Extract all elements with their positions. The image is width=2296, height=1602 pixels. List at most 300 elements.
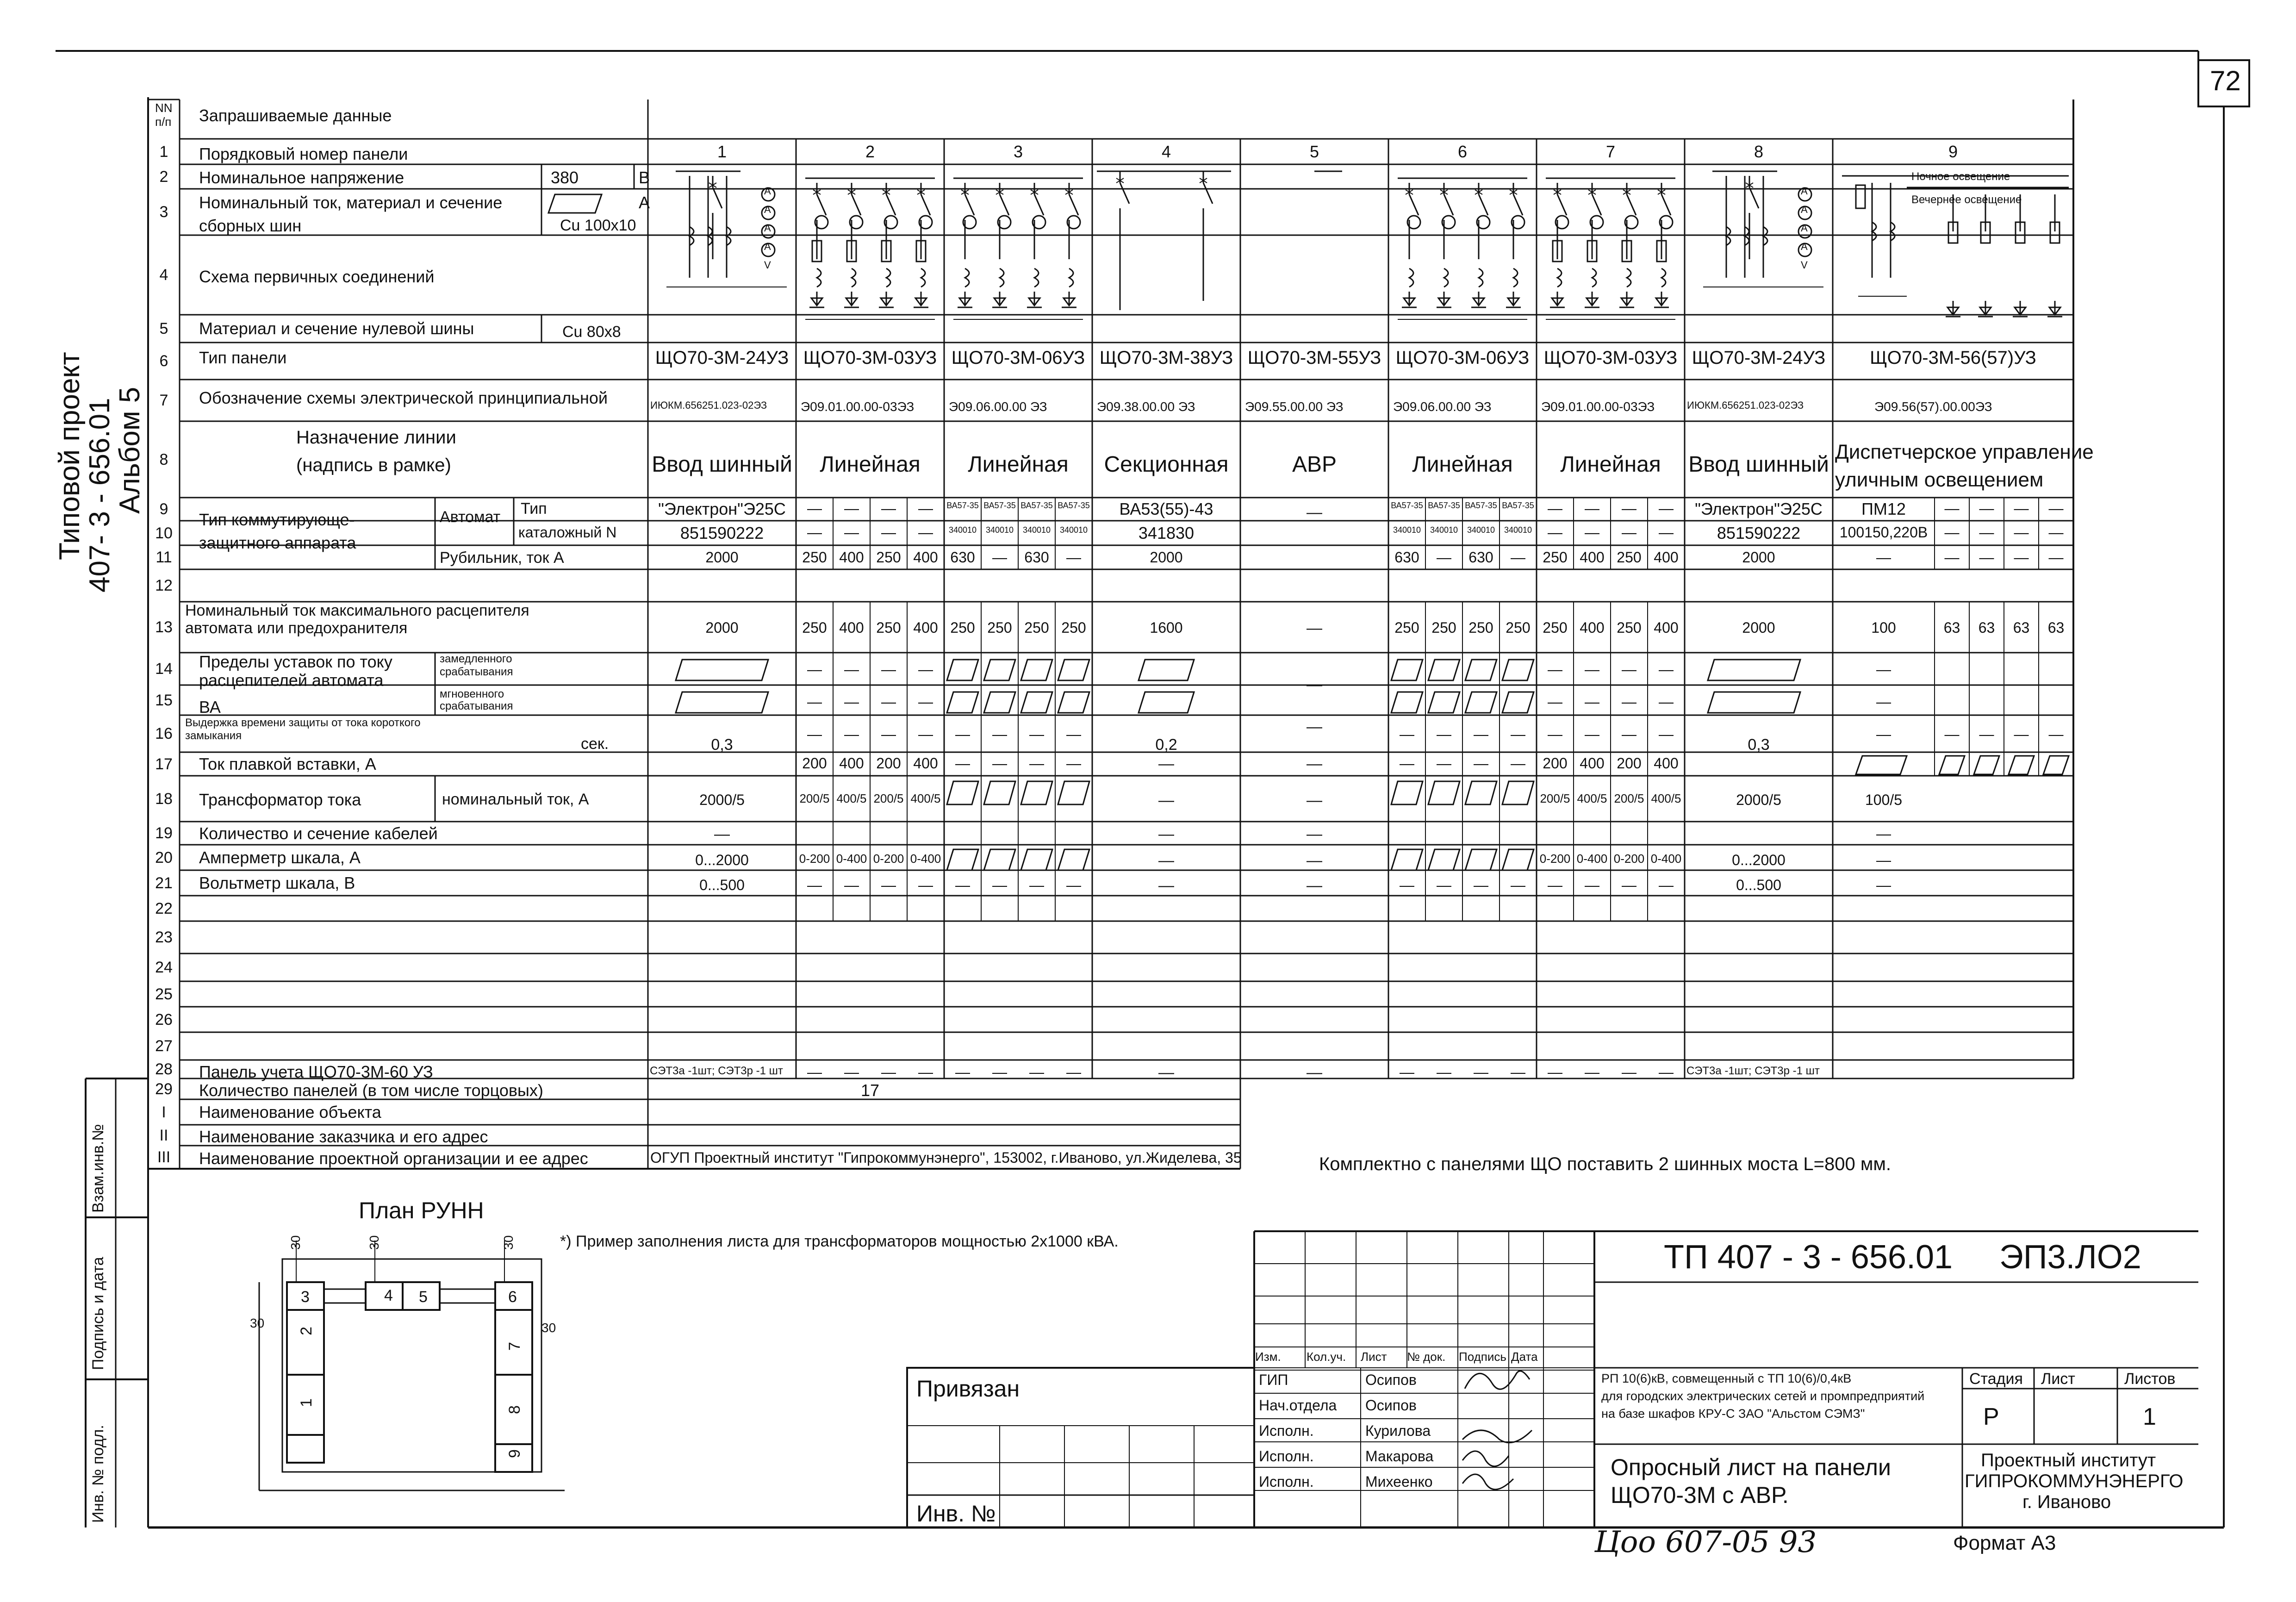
sub-value: 200 bbox=[802, 755, 827, 772]
stage-label: Листов bbox=[2124, 1370, 2176, 1388]
switch-blade bbox=[886, 194, 896, 215]
plan-cell bbox=[287, 1310, 324, 1375]
sub-value: — bbox=[1622, 693, 1636, 710]
sub-value: — bbox=[1548, 1064, 1562, 1080]
blank-field bbox=[1391, 781, 1423, 804]
ct-ratio: 100/5 bbox=[1865, 792, 1903, 808]
sub-value: — bbox=[807, 524, 822, 541]
blank-field bbox=[1391, 692, 1423, 713]
dash: — bbox=[1979, 524, 1994, 541]
sub-label: Автомат bbox=[440, 508, 501, 526]
sub-value: — bbox=[955, 755, 970, 772]
sub-value: 400 bbox=[1580, 549, 1605, 566]
sub-value: — bbox=[918, 693, 933, 710]
side-label-vzam: Взам.инв.№ bbox=[89, 1124, 107, 1213]
plan-dimension: 30 bbox=[250, 1316, 265, 1330]
auto-type: "Электрон"Э25С bbox=[1695, 499, 1823, 518]
sub-value: 250 bbox=[1543, 619, 1568, 636]
blank-field bbox=[947, 849, 978, 870]
blank-field bbox=[1856, 756, 1907, 774]
meter-letter: A bbox=[764, 185, 771, 197]
sub-value: — bbox=[1474, 726, 1488, 742]
person-name: Михеенко bbox=[1365, 1473, 1433, 1490]
sub-value: — bbox=[1511, 755, 1525, 772]
row-number: 27 bbox=[155, 1037, 173, 1055]
voltage-value: 380 bbox=[551, 168, 579, 187]
panel-number: 4 bbox=[1161, 142, 1171, 161]
header-nn: NN bbox=[155, 101, 173, 115]
design-description: РП 10(6)кВ, совмещенный с ТП 10(6)/0,4кВ bbox=[1601, 1371, 1852, 1385]
meter-letter: A bbox=[764, 204, 771, 215]
org-name: г. Иваново bbox=[2022, 1492, 2111, 1512]
meter-letter: A bbox=[764, 241, 771, 252]
current-transformer bbox=[921, 268, 925, 287]
sub-value: 400 bbox=[913, 755, 938, 772]
line-purpose: Линейная bbox=[968, 452, 1069, 477]
sub-value: — bbox=[1474, 755, 1488, 772]
dash: — bbox=[1876, 661, 1891, 678]
row-number: 13 bbox=[155, 618, 173, 636]
design-description: на базе шкафов КРУ-С ЗАО "Альстом СЭМЗ" bbox=[1601, 1407, 1865, 1421]
sub-value: 340010 bbox=[1393, 525, 1421, 535]
evening-lighting-label: Вечернее освещение bbox=[1911, 193, 2022, 206]
row-number: 20 bbox=[155, 848, 173, 866]
sub-value: — bbox=[918, 726, 933, 742]
ct-ratio: 2000/5 bbox=[699, 792, 745, 808]
side-label-inv: Инв. № подл. bbox=[89, 1425, 107, 1523]
sub-value: — bbox=[1474, 1064, 1488, 1080]
sub-value: — bbox=[1548, 661, 1562, 678]
ammeter-scale: 0...2000 bbox=[695, 852, 749, 868]
row-number: 7 bbox=[159, 392, 168, 409]
dash: — bbox=[1158, 877, 1174, 894]
meter-letter: A bbox=[764, 222, 771, 234]
blank-field bbox=[1502, 692, 1534, 713]
plan-cell bbox=[287, 1435, 324, 1463]
blank-field bbox=[1502, 660, 1534, 680]
sub-value: 200/5 bbox=[799, 792, 830, 805]
person-name: Курилова bbox=[1365, 1422, 1431, 1439]
meter-letter: A bbox=[1801, 204, 1808, 215]
sub-value: — bbox=[1585, 524, 1599, 541]
side-title-3: Альбом 5 bbox=[114, 386, 146, 514]
night-lighting-label: Ночное освещение bbox=[1911, 170, 2010, 183]
row-label: Панель учета ЩО70-3М-60 УЗ bbox=[199, 1062, 433, 1081]
dash: — bbox=[1876, 877, 1891, 893]
scheme-designation: Э09.55.00.00 ЭЗ bbox=[1245, 399, 1344, 414]
switch-blade bbox=[1592, 194, 1601, 215]
sub-value: 340010 bbox=[1430, 525, 1458, 535]
blank-field bbox=[1139, 692, 1194, 713]
sub-value: 200/5 bbox=[1540, 792, 1570, 805]
plan-dimension: 30 bbox=[288, 1235, 303, 1250]
row-number: 17 bbox=[155, 755, 173, 773]
blank-field bbox=[1058, 781, 1089, 804]
dash: — bbox=[1876, 852, 1891, 868]
sub-value: — bbox=[844, 524, 859, 541]
row-label: (надпись в рамке) bbox=[296, 455, 451, 475]
sub-label: каталожный N bbox=[518, 524, 617, 541]
sub-value: 0-400 bbox=[910, 852, 941, 866]
sub-value: — bbox=[1659, 1064, 1674, 1080]
dash: — bbox=[1307, 1064, 1322, 1081]
current-transformer bbox=[817, 268, 821, 287]
line-purpose: Диспетчерское управление bbox=[1835, 441, 2094, 463]
dash: — bbox=[2014, 500, 2029, 517]
row-label: Трансформатор тока bbox=[199, 790, 361, 809]
current-transformer bbox=[1592, 268, 1596, 287]
sub-value: — bbox=[1511, 1064, 1525, 1080]
sub-value: 250 bbox=[987, 619, 1012, 636]
panel-number: 2 bbox=[865, 142, 875, 161]
row-number: 29 bbox=[155, 1080, 173, 1098]
line-purpose: Ввод шинный bbox=[652, 452, 792, 477]
sub-value: — bbox=[844, 877, 859, 893]
dash: — bbox=[1158, 792, 1174, 809]
sub-value: — bbox=[1622, 1064, 1636, 1080]
auto-type: ВА53(55)-43 bbox=[1119, 499, 1213, 518]
sub-value: 340010 bbox=[1059, 525, 1088, 535]
max-current: 63 bbox=[1943, 619, 1960, 636]
sheet-title: ЩО70-3М с АВР. bbox=[1611, 1482, 1789, 1508]
line-purpose: Линейная bbox=[820, 452, 921, 477]
panel-type: ЩО70-3М-55УЗ bbox=[1247, 348, 1381, 368]
meter-letter: A bbox=[1801, 222, 1808, 234]
catalog-number: 851590222 bbox=[680, 524, 764, 542]
delay-value: 0,3 bbox=[1748, 736, 1770, 754]
sub-label: мгновенного bbox=[440, 688, 504, 700]
row-label: расцепителей автомата bbox=[199, 671, 384, 690]
blank-field bbox=[1021, 660, 1052, 680]
dash: — bbox=[1307, 825, 1322, 843]
sub-value: — bbox=[1437, 755, 1451, 772]
sub-value: 250 bbox=[876, 549, 901, 566]
plan-cell-number: 5 bbox=[419, 1288, 428, 1306]
row-label: Ток плавкой вставки, А bbox=[199, 754, 376, 773]
dash: — bbox=[2014, 726, 2029, 742]
row-label: замыкания bbox=[185, 729, 242, 742]
panel-number: 9 bbox=[1948, 142, 1958, 161]
sub-value: — bbox=[1066, 755, 1081, 772]
sub-value: 400/5 bbox=[836, 792, 867, 805]
sub-label: замедленного bbox=[440, 653, 512, 665]
sub-value: 200/5 bbox=[1614, 792, 1644, 805]
sub-value: 250 bbox=[1024, 619, 1049, 636]
sub-value: 630 bbox=[1024, 549, 1049, 566]
plan-dimension: 30 bbox=[367, 1235, 381, 1250]
sub-value: 400 bbox=[1654, 549, 1679, 566]
person-name: Макарова bbox=[1365, 1448, 1434, 1465]
row-label: Номинальный ток максимального расцепителя bbox=[185, 602, 529, 619]
sub-value: — bbox=[1400, 755, 1414, 772]
sub-value: — bbox=[1511, 877, 1525, 893]
sub-value: — bbox=[1474, 877, 1488, 893]
sub-value: — bbox=[918, 1064, 933, 1080]
sub-value: ВА57-35 bbox=[1391, 501, 1423, 510]
row-label: Наименование объекта bbox=[199, 1103, 381, 1122]
sub-value: 400 bbox=[1580, 755, 1605, 772]
sub-value: ВА57-35 bbox=[983, 501, 1016, 510]
max-current: 2000 bbox=[1742, 619, 1775, 636]
row-label: Обозначение схемы электрической принципиальной bbox=[199, 388, 608, 407]
dash: — bbox=[1307, 852, 1322, 869]
row-label: Наименование проектной организации и ее адрес bbox=[199, 1149, 588, 1168]
sub-value: — bbox=[844, 693, 859, 710]
project-code: ТП 407 - 3 - 656.01 bbox=[1664, 1239, 1953, 1276]
sub-value: — bbox=[992, 726, 1007, 742]
scheme-designation: Э09.01.00.00-03ЭЗ bbox=[1541, 399, 1655, 414]
dash: — bbox=[1307, 877, 1322, 894]
dash: — bbox=[1158, 1064, 1174, 1081]
sub-value: — bbox=[1622, 500, 1636, 517]
sub-value: — bbox=[1066, 549, 1081, 566]
sheet-code: ЭП3.ЛО2 bbox=[1999, 1239, 2141, 1276]
dash: — bbox=[1979, 726, 1994, 742]
row-number: 2 bbox=[159, 168, 168, 186]
blank-field bbox=[1391, 849, 1423, 870]
blank-field bbox=[984, 781, 1015, 804]
current-transformer bbox=[1479, 268, 1483, 287]
current-transformer bbox=[1409, 268, 1413, 287]
panel-type: ЩО70-3М-06УЗ bbox=[951, 348, 1085, 368]
max-current: 100 bbox=[1871, 619, 1896, 636]
sub-value: 340010 bbox=[1467, 525, 1495, 535]
switch-blade bbox=[852, 194, 861, 215]
sub-value: 340010 bbox=[1022, 525, 1051, 535]
sub-value: — bbox=[1548, 693, 1562, 710]
org-name: ГИПРОКОММУНЭНЕРГО bbox=[1965, 1471, 2184, 1491]
delay-value: 0,3 bbox=[711, 736, 733, 754]
scheme-designation: Э09.06.00.00 ЭЗ bbox=[949, 399, 1047, 414]
row-number: 21 bbox=[155, 874, 173, 892]
dash: — bbox=[1876, 825, 1891, 842]
sub-value: — bbox=[992, 755, 1007, 772]
sub-value: 400 bbox=[1654, 619, 1679, 636]
dash: — bbox=[1307, 792, 1322, 809]
sub-value: — bbox=[918, 524, 933, 541]
dash: — bbox=[1876, 549, 1891, 566]
sub-value: ВА57-35 bbox=[946, 501, 979, 510]
busbar-value: Cu 100x10 bbox=[560, 217, 636, 234]
row-number: 8 bbox=[159, 450, 168, 468]
row-label: Амперметр шкала, А bbox=[199, 848, 361, 867]
row-label: Наименование заказчика и его адрес bbox=[199, 1127, 488, 1146]
current-transformer bbox=[1661, 268, 1666, 287]
switch-blade bbox=[817, 194, 826, 215]
blank-field bbox=[947, 781, 978, 804]
row-number: III bbox=[157, 1148, 171, 1166]
sub-value: — bbox=[992, 549, 1007, 566]
handwritten-number: Цоо 607-05 93 bbox=[1594, 1525, 1817, 1559]
blank-field bbox=[984, 660, 1015, 680]
sub-value: — bbox=[881, 877, 896, 893]
switch-blade bbox=[1444, 194, 1453, 215]
plan-cell-number: 7 bbox=[506, 1342, 523, 1351]
switch-blade bbox=[1000, 194, 1009, 215]
switch-blade bbox=[1479, 194, 1488, 215]
dash: — bbox=[1158, 755, 1174, 773]
current-transformer bbox=[1557, 268, 1562, 287]
sub-value: — bbox=[1400, 726, 1414, 742]
sub-value: 250 bbox=[876, 619, 901, 636]
sub-value: ВА57-35 bbox=[1020, 501, 1053, 510]
sub-value: — bbox=[844, 500, 859, 517]
stamp-column-header: Подпись bbox=[1459, 1350, 1506, 1364]
sub-value: 250 bbox=[802, 549, 827, 566]
blank-field bbox=[984, 849, 1015, 870]
sub-value: — bbox=[1548, 726, 1562, 742]
plan-cell-number: 4 bbox=[384, 1287, 393, 1304]
row-number: II bbox=[159, 1126, 168, 1144]
row-label: Материал и сечение нулевой шины bbox=[199, 319, 474, 338]
row-label: автомата или предохранителя bbox=[185, 619, 408, 637]
current-transformer bbox=[1069, 268, 1073, 287]
sub-value: — bbox=[1659, 693, 1674, 710]
plan-cell-number: 1 bbox=[298, 1398, 315, 1407]
sub-value: — bbox=[1585, 1064, 1599, 1080]
sub-value: 400 bbox=[839, 755, 864, 772]
dash: — bbox=[1307, 676, 1322, 693]
sheet-count: 1 bbox=[2143, 1403, 2156, 1430]
panel-type: ЩО70-3М-03УЗ bbox=[1543, 348, 1678, 368]
dash: — bbox=[2014, 524, 2029, 541]
catalog-number: 851590222 bbox=[1717, 524, 1801, 542]
sub-value: — bbox=[918, 661, 933, 678]
dash: — bbox=[2048, 549, 2064, 566]
stage-value: Р bbox=[1983, 1403, 1999, 1430]
switch-blade bbox=[1513, 194, 1523, 215]
signature bbox=[1462, 1451, 1509, 1466]
sub-value: 400 bbox=[839, 549, 864, 566]
row-label: Номинальное напряжение bbox=[199, 168, 404, 187]
dash: — bbox=[2048, 500, 2064, 517]
sub-value: — bbox=[881, 524, 896, 541]
sub-value: — bbox=[807, 500, 822, 517]
busbar-current-blank bbox=[548, 194, 602, 213]
blank-field bbox=[1465, 660, 1497, 680]
stage-label: Лист bbox=[2041, 1370, 2075, 1388]
sub-value: — bbox=[807, 693, 822, 710]
sub-value: 340010 bbox=[948, 525, 977, 535]
current-transformer bbox=[886, 268, 890, 287]
row-number: 14 bbox=[155, 660, 173, 678]
privyazan-label: Привязан bbox=[916, 1376, 1020, 1402]
row-number: 19 bbox=[155, 824, 173, 842]
row-label: Вольтметр шкала, В bbox=[199, 873, 355, 892]
sub-value: — bbox=[1585, 661, 1599, 678]
sub-value: — bbox=[807, 877, 822, 893]
panel-number: 1 bbox=[717, 142, 727, 161]
sub-value: — bbox=[955, 726, 970, 742]
switch-blade bbox=[1034, 194, 1044, 215]
switch-current: 2000 bbox=[705, 549, 739, 566]
sub-value: 0-400 bbox=[1576, 852, 1608, 866]
sub-value: — bbox=[1437, 877, 1451, 893]
row-number: 23 bbox=[155, 929, 173, 946]
panel-number: 8 bbox=[1754, 142, 1764, 161]
meter-letter: A bbox=[1801, 185, 1808, 197]
dash: — bbox=[1944, 726, 1960, 742]
sub-value: 250 bbox=[1543, 549, 1568, 566]
blank-field bbox=[676, 660, 768, 680]
row-number: 10 bbox=[155, 524, 173, 542]
design-description: для городских электрических сетей и промпредприятий bbox=[1601, 1389, 1925, 1403]
sub-value: 200 bbox=[876, 755, 901, 772]
auto-type: "Электрон"Э25С bbox=[658, 499, 786, 518]
sub-value: — bbox=[881, 1064, 896, 1080]
sub-value: ВА57-35 bbox=[1058, 501, 1090, 510]
stamp-column-header: Изм. bbox=[1255, 1350, 1281, 1364]
sub-value: 250 bbox=[1061, 619, 1086, 636]
sub-value: — bbox=[1659, 500, 1674, 517]
blank-field bbox=[1428, 781, 1460, 804]
sub-value: 250 bbox=[802, 619, 827, 636]
blank-field bbox=[1708, 660, 1800, 680]
sub-value: 200 bbox=[1617, 755, 1642, 772]
current-transformer bbox=[1000, 268, 1004, 287]
row-number: 28 bbox=[155, 1060, 173, 1078]
sub-value: — bbox=[1066, 877, 1081, 893]
sub-value: 0-400 bbox=[1650, 852, 1682, 866]
line-purpose: АВР bbox=[1292, 452, 1337, 477]
sub-value: 200/5 bbox=[873, 792, 904, 805]
panel-count: 17 bbox=[860, 1081, 880, 1100]
panel-number: 5 bbox=[1309, 142, 1319, 161]
ct-ratio: 2000/5 bbox=[1736, 792, 1781, 808]
sub-value: 0-200 bbox=[1613, 852, 1645, 866]
blank-field bbox=[1465, 781, 1497, 804]
signature bbox=[1465, 1371, 1530, 1389]
row-label: Тип коммутирующе- bbox=[199, 510, 355, 529]
delay-value: 0,2 bbox=[1155, 736, 1177, 754]
signature bbox=[1462, 1430, 1532, 1443]
max-current: 2000 bbox=[705, 619, 739, 636]
person-name: Осипов bbox=[1365, 1397, 1417, 1414]
row-label: Пределы уставок по току bbox=[199, 652, 392, 671]
row-label: Количество и сечение кабелей bbox=[199, 824, 438, 843]
switch-blade bbox=[1557, 194, 1567, 215]
sub-value: — bbox=[1029, 726, 1044, 742]
sub-value: 0-200 bbox=[1539, 852, 1571, 866]
switch-blade bbox=[1749, 187, 1759, 208]
blank-field bbox=[1502, 849, 1534, 870]
blank-field bbox=[1502, 781, 1534, 804]
panel-type: ЩО70-3М-24УЗ bbox=[655, 348, 789, 368]
sub-value: — bbox=[1400, 877, 1414, 893]
blank-field bbox=[676, 692, 768, 713]
sub-value: 630 bbox=[1468, 549, 1493, 566]
sub-value: 400/5 bbox=[1577, 792, 1607, 805]
line-purpose: Ввод шинный bbox=[1688, 452, 1829, 477]
sub-value: — bbox=[1511, 549, 1525, 566]
current-transformer bbox=[1627, 268, 1631, 287]
dash: — bbox=[2048, 524, 2064, 541]
auto-type: ПМ12 bbox=[1861, 499, 1906, 518]
row-number: 11 bbox=[156, 549, 172, 566]
sub-value: — bbox=[1585, 877, 1599, 893]
sub-value: 250 bbox=[950, 619, 975, 636]
sub-value: — bbox=[881, 500, 896, 517]
side-title-1: Типовой проект bbox=[54, 352, 86, 560]
switch-blade bbox=[1203, 183, 1213, 204]
panel-number: 7 bbox=[1605, 142, 1616, 161]
plan-cell-number: 3 bbox=[301, 1288, 310, 1306]
dash: — bbox=[1944, 500, 1960, 517]
sub-value: 400/5 bbox=[1651, 792, 1681, 805]
plan-title: План РУНН bbox=[359, 1197, 484, 1223]
example-note: *) Пример заполнения листа для трансформаторов мощностью 2х1000 кВА. bbox=[560, 1233, 1119, 1250]
blank-field bbox=[1391, 660, 1423, 680]
